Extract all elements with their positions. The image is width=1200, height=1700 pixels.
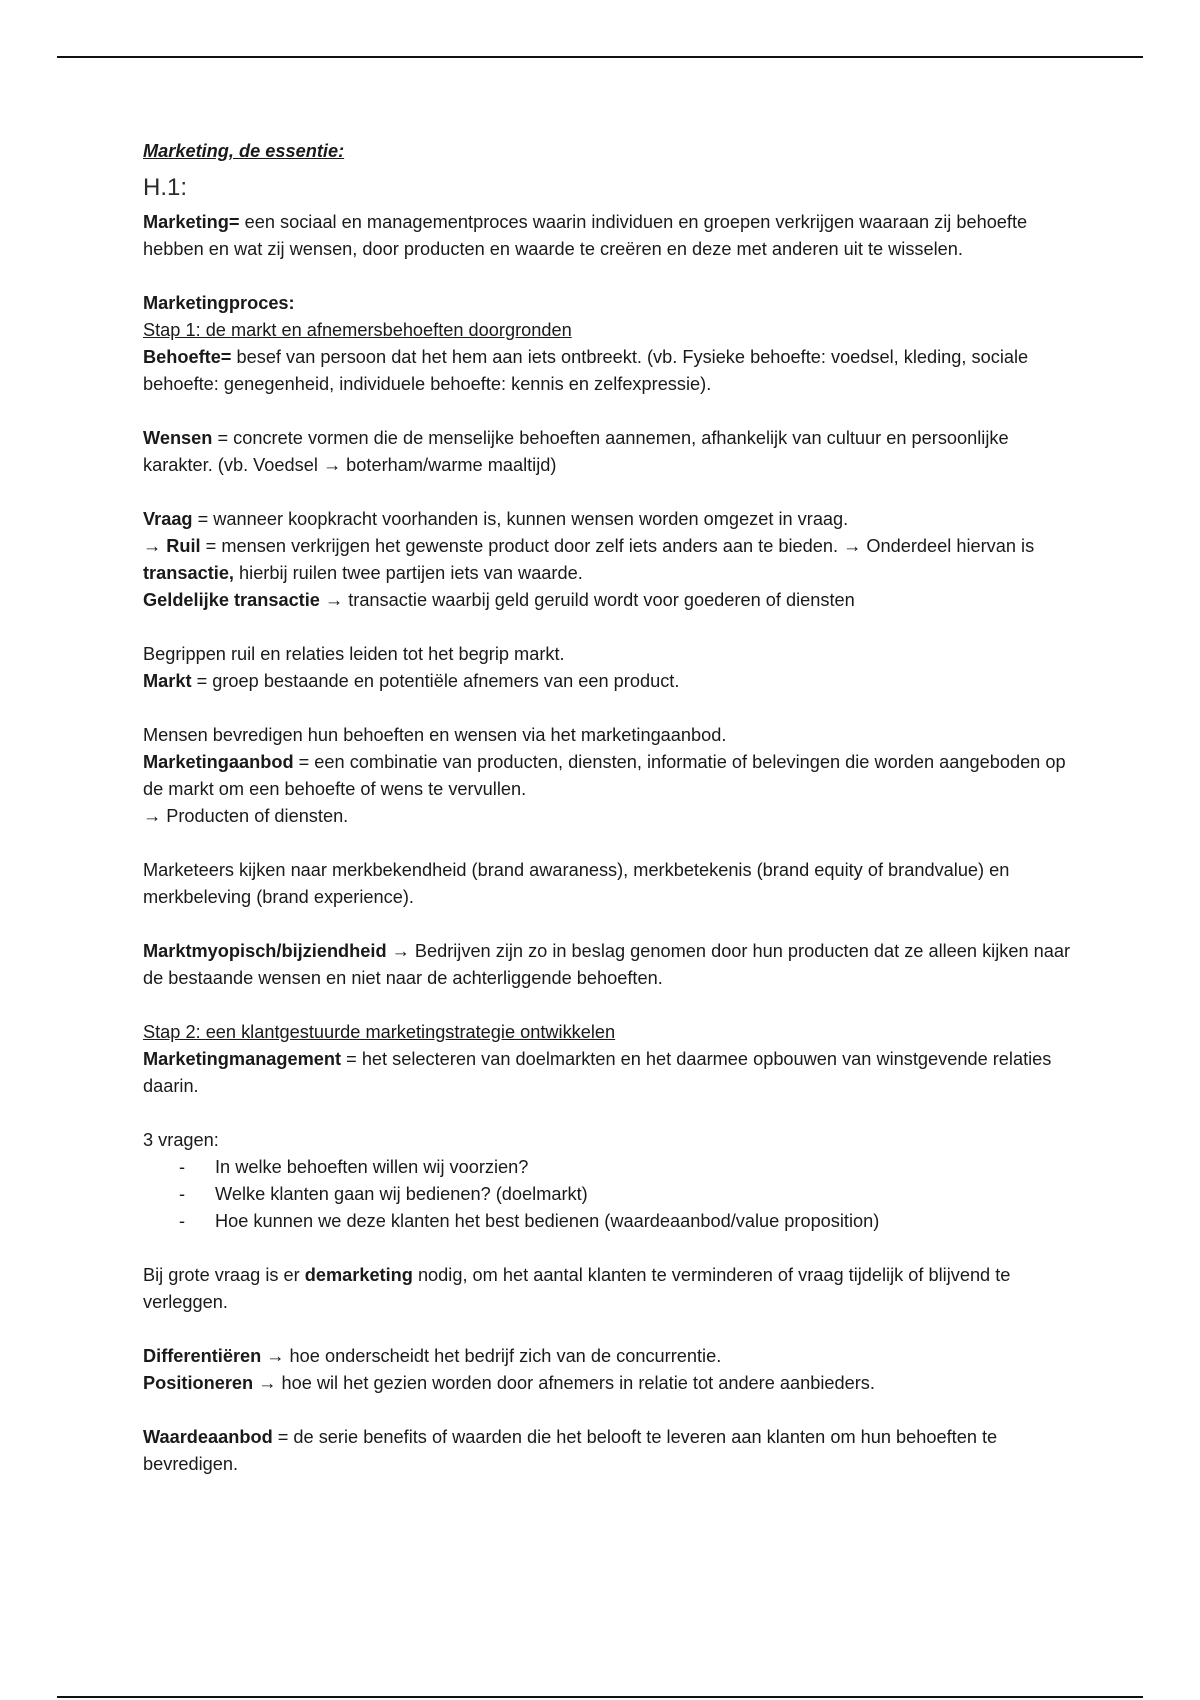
list-item: - In welke behoeften willen wij voorzien? xyxy=(179,1154,1073,1181)
paragraph-mensen: Mensen bevredigen hun behoeften en wensen via het marketingaanbod. xyxy=(143,725,727,745)
list-item: - Hoe kunnen we deze klanten het best bedienen (waardeaanbod/value proposition) xyxy=(179,1208,1073,1235)
definition-geldelijke-transactie: Geldelijke transactie → transactie waarbij geld geruild wordt voor goederen of diensten xyxy=(143,590,855,610)
aanbod-arrow-line: → Producten of diensten. xyxy=(143,806,349,826)
definition-marketing-text: een sociaal en managementproces waarin individuen en groepen verkrijgen waaraan zij behoefte hebben en wat zij wensen, door producten en waarde te creëren en deze met anderen uit te wisselen. xyxy=(143,212,1028,259)
definition-waardeaanbod: Waardeaanbod = de serie benefits of waarden die het belooft te leveren aan klanten om hun behoeften te bevredigen. xyxy=(143,1427,998,1474)
document-body xyxy=(143,138,1073,1478)
paragraph-merk: Marketeers kijken naar merkbekendheid (brand awaraness), merkbetekenis (brand equity of brandvalue) en merkbeleving (brand experience). xyxy=(143,860,1010,907)
definition-ruil: → Ruil = mensen verkrijgen het gewenste product door zelf iets anders aan te bieden. → Onderdeel hiervan is transactie, hierbij ruilen twee partijen iets van waarde. xyxy=(143,536,1035,583)
header-rule xyxy=(57,56,1143,58)
paragraph-begrippen: Begrippen ruil en relaties leiden tot het begrip markt. xyxy=(143,644,565,664)
definition-marktmyopie: Marktmyopisch/bijziendheid → Bedrijven zijn zo in beslag genomen door hun producten dat ze alleen kijken naar de bestaande wensen en niet naar de achterliggende behoeften. xyxy=(143,941,1071,988)
definition-behoefte: Behoefte= besef van persoon dat het hem aan iets ontbreekt. (vb. Fysieke behoefte: voedsel, kleding, sociale behoefte: genegenheid, individuele behoefte: kennis en zelfexpressie). xyxy=(143,347,1029,394)
list-item: - Welke klanten gaan wij bedienen? (doelmarkt) xyxy=(179,1181,1073,1208)
vragen-label: 3 vragen: xyxy=(143,1130,219,1150)
paragraph-demarketing: Bij grote vraag is er demarketing nodig, om het aantal klanten te verminderen of vraag tijdelijk of blijvend te verleggen. xyxy=(143,1265,1011,1312)
chapter-heading: H.1: xyxy=(143,174,188,201)
definition-marketingaanbod: Marketingaanbod = een combinatie van producten, diensten, informatie of belevingen die worden aangeboden op de markt om een behoefte of wens te vervullen. xyxy=(143,752,1066,799)
document-title: Marketing, de essentie: xyxy=(143,141,345,161)
definition-differentieren: Differentiëren → hoe onderscheidt het bedrijf zich van de concurrentie. xyxy=(143,1346,722,1366)
step-1-heading: Stap 1: de markt en afnemersbehoeften doorgronden xyxy=(143,320,572,340)
definition-vraag: Vraag = wanneer koopkracht voorhanden is, kunnen wensen worden omgezet in vraag. xyxy=(143,509,849,529)
section-heading-marketingproces: Marketingproces: xyxy=(143,293,295,313)
definition-markt: Markt = groep bestaande en potentiële afnemers van een product. xyxy=(143,671,680,691)
definition-marketing xyxy=(143,209,1073,263)
footer-rule xyxy=(57,1696,1143,1698)
definition-wensen: Wensen = concrete vormen die de menselijke behoeften aannemen, afhankelijk van cultuur en persoonlijke karakter. (vb. Voedsel → boterham/warme maaltijd) xyxy=(143,428,1009,475)
term-marketing: Marketing= xyxy=(143,212,240,232)
definition-positioneren: Positioneren → hoe wil het gezien worden door afnemers in relatie tot andere aanbieders. xyxy=(143,1373,875,1393)
definition-marketingmanagement: Marketingmanagement = het selecteren van doelmarkten en het daarmee opbouwen van winstgevende relaties daarin. xyxy=(143,1049,1052,1096)
step-2-heading: Stap 2: een klantgestuurde marketingstrategie ontwikkelen xyxy=(143,1022,616,1042)
vragen-list xyxy=(143,1154,1073,1235)
